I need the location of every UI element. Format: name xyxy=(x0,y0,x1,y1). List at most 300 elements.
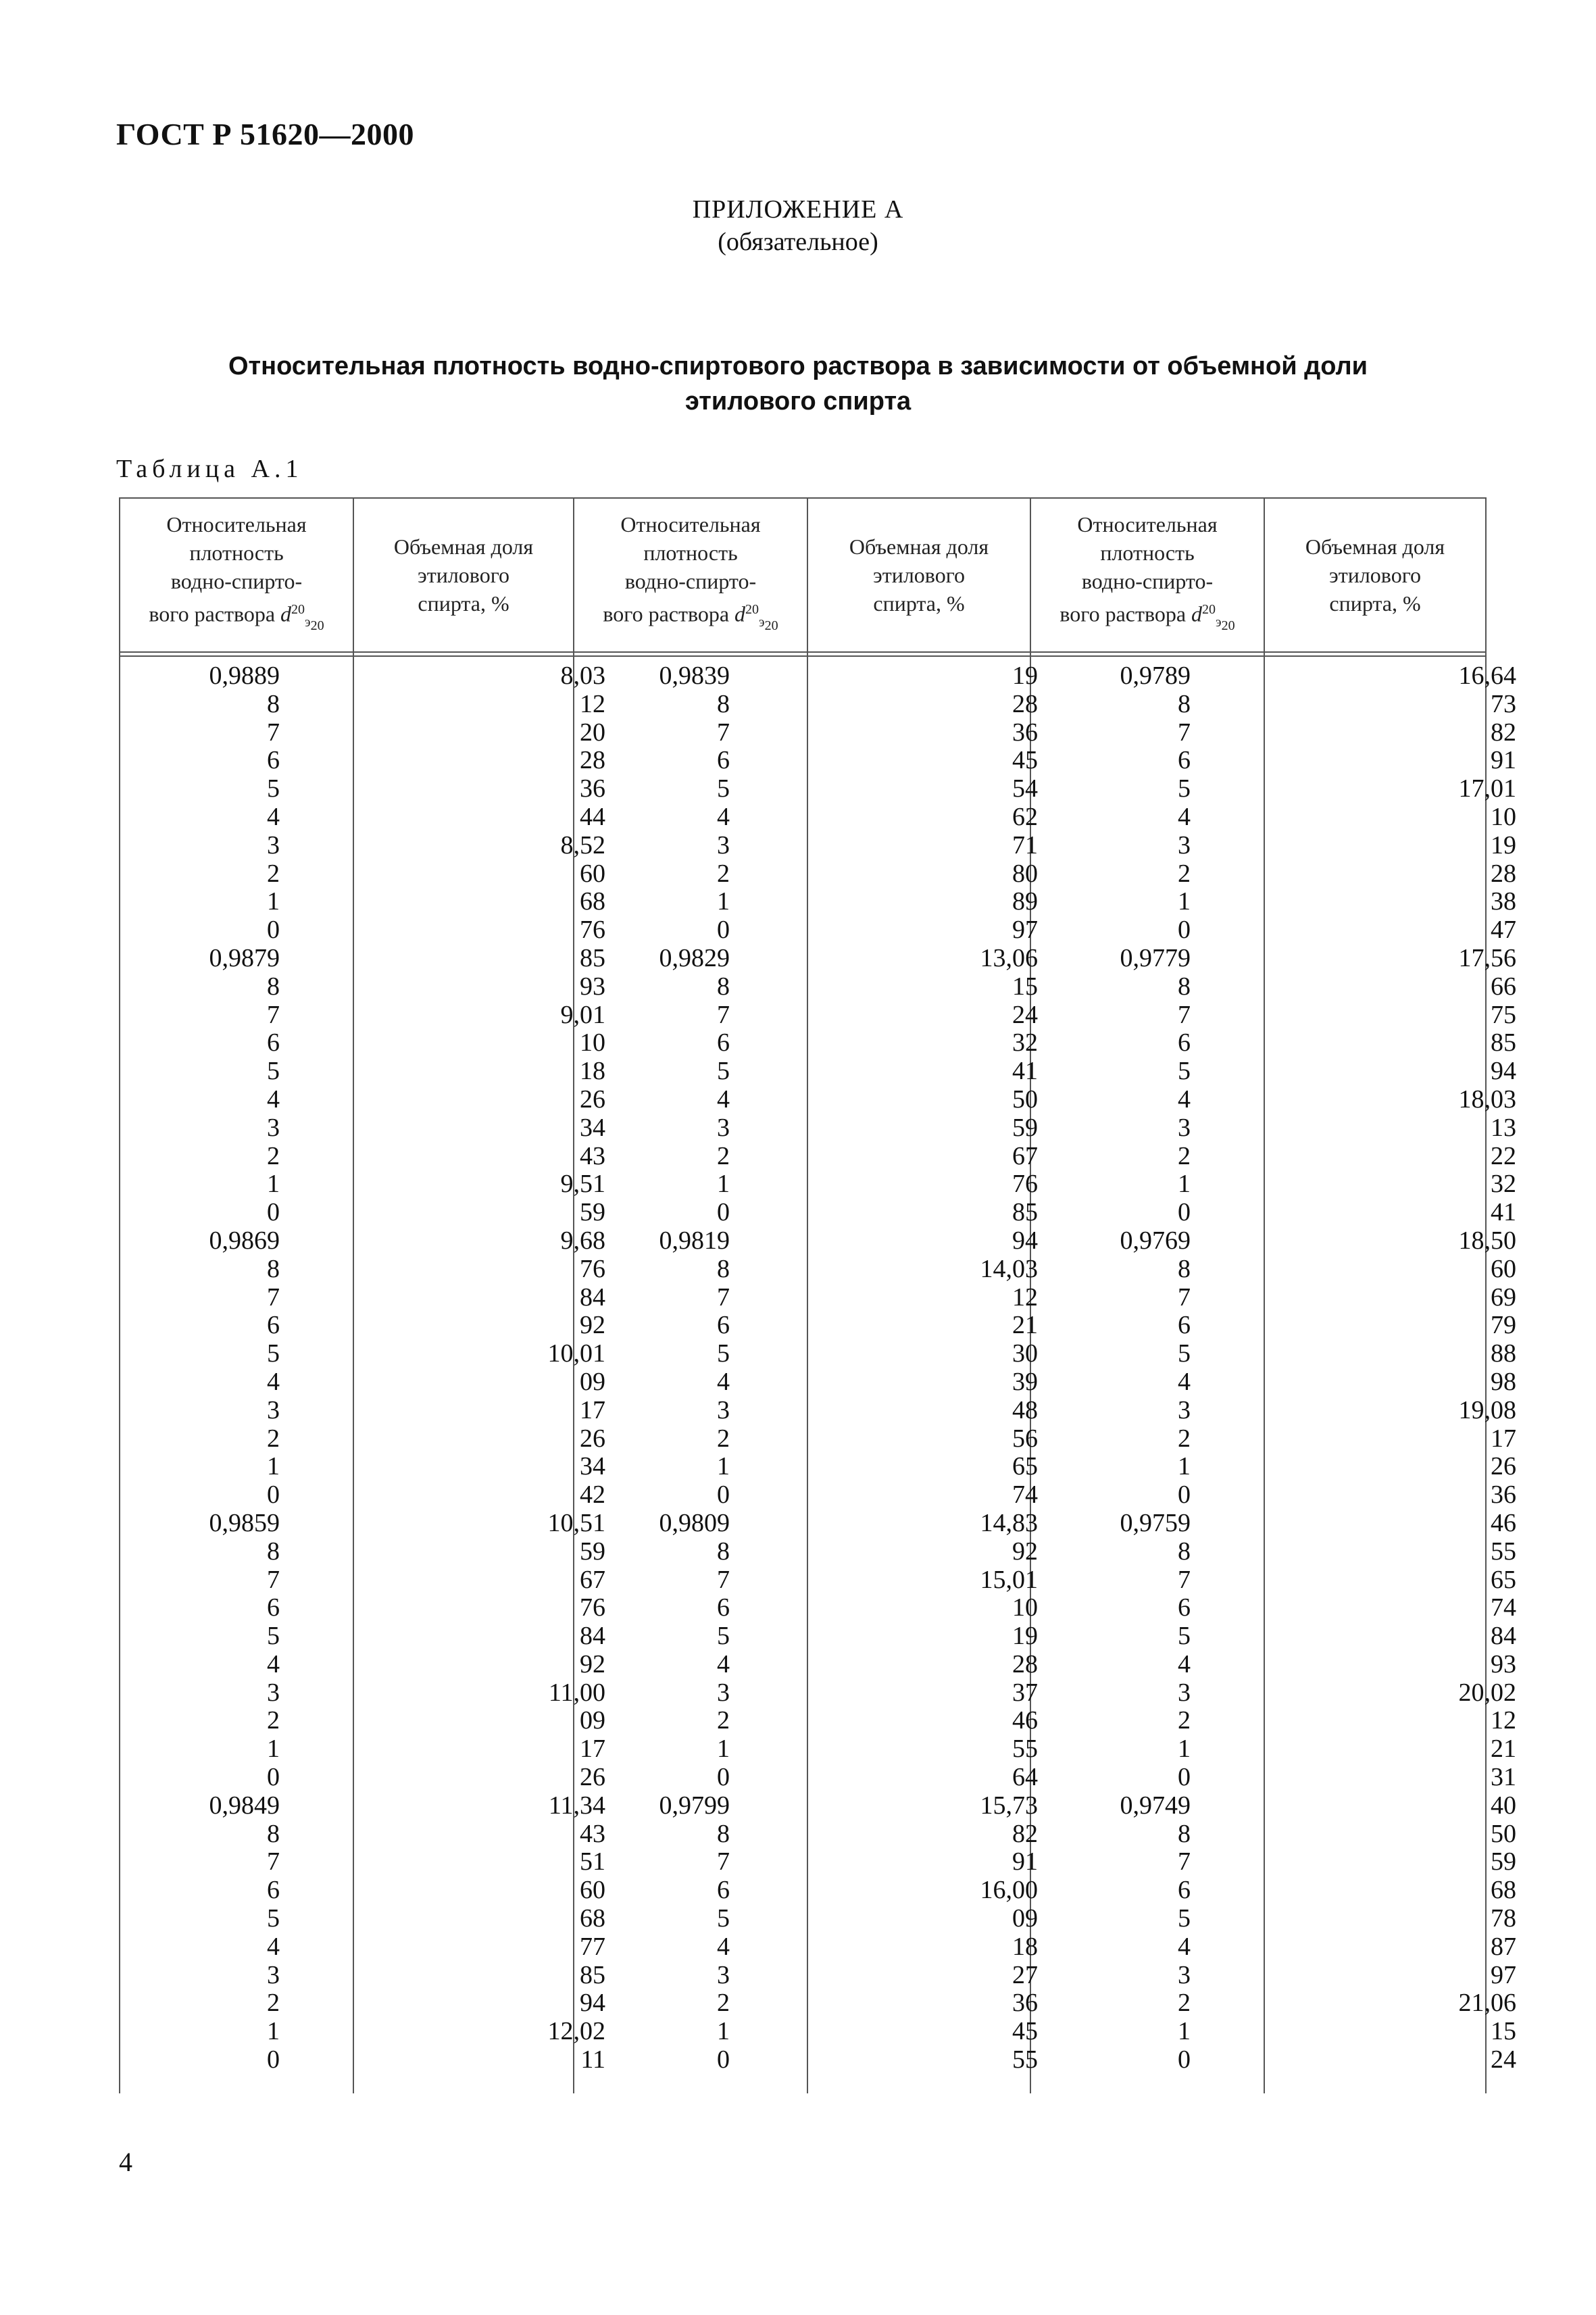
table-cell: 0 xyxy=(1178,1480,1191,1510)
table-cell: 1 xyxy=(267,1452,280,1481)
table-cell: 0,9889 xyxy=(209,662,280,690)
table-cell: 9,68 xyxy=(560,1226,605,1255)
table-cell: 50 xyxy=(1491,1819,1516,1848)
table-cell: 8 xyxy=(1178,1254,1191,1283)
table-cell: 5 xyxy=(1178,1622,1191,1651)
table-cell: 0,9829 xyxy=(659,943,730,972)
table-cell: 8 xyxy=(717,689,730,718)
table-cell: 7 xyxy=(267,1000,280,1029)
table-cell: 0 xyxy=(1178,1763,1191,1792)
table-cell: 69 xyxy=(1491,1283,1516,1312)
table-cell: 60 xyxy=(580,1876,605,1905)
density-sub: э xyxy=(305,615,311,630)
table-cell: 9,51 xyxy=(560,1170,605,1199)
table-cell: 5 xyxy=(717,1622,730,1651)
volume-column-1 xyxy=(354,662,605,2074)
header-volume-line: спирта, % xyxy=(1329,591,1421,616)
table-cell: 6 xyxy=(717,1593,730,1622)
table-cell: 55 xyxy=(1012,1735,1038,1764)
table-cell: 47 xyxy=(1491,916,1516,945)
table-cell: 94 xyxy=(1012,1226,1038,1255)
table-cell: 7 xyxy=(1178,1000,1191,1029)
table-cell: 45 xyxy=(1012,2017,1038,2046)
table-cell: 3 xyxy=(267,1960,280,1989)
table-cell: 3 xyxy=(1178,830,1191,860)
table-cell: 5 xyxy=(717,774,730,803)
table-cell: 62 xyxy=(1012,802,1038,831)
table-cell: 67 xyxy=(580,1565,605,1594)
table-cell: 84 xyxy=(580,1283,605,1312)
table-cell: 1 xyxy=(267,2017,280,2046)
table-cell: 10,01 xyxy=(547,1339,605,1368)
table-cell: 11 xyxy=(580,2045,605,2074)
table-cell: 41 xyxy=(1012,1057,1038,1086)
table-cell: 2 xyxy=(267,1424,280,1453)
document-heading xyxy=(169,349,1427,419)
table-cell: 56 xyxy=(1012,1424,1038,1453)
table-cell: 8 xyxy=(1178,689,1191,718)
table-cell: 3 xyxy=(717,1395,730,1424)
table-cell: 0 xyxy=(267,2045,280,2074)
table-cell: 10 xyxy=(1012,1593,1038,1622)
density-symbol: d xyxy=(280,601,292,626)
table-cell: 4 xyxy=(1178,802,1191,831)
table-cell: 6 xyxy=(1178,1876,1191,1905)
table-cell: 15 xyxy=(1012,972,1038,1001)
table-cell: 66 xyxy=(1491,972,1516,1001)
table-cell: 0 xyxy=(267,1763,280,1792)
table-cell: 0,9759 xyxy=(1120,1508,1191,1537)
table-cell: 17,56 xyxy=(1458,943,1516,972)
table-cell: 80 xyxy=(1012,859,1038,888)
table-cell: 3 xyxy=(267,1113,280,1142)
table-cell: 76 xyxy=(580,1254,605,1283)
table-cell: 8 xyxy=(267,689,280,718)
table-cell: 60 xyxy=(580,859,605,888)
table-cell: 67 xyxy=(1012,1141,1038,1170)
table-cell: 3 xyxy=(717,830,730,860)
table-cell: 6 xyxy=(1178,1311,1191,1340)
table-cell: 5 xyxy=(267,1339,280,1368)
heading-line-2: этилового спирта xyxy=(684,387,912,416)
table-cell: 4 xyxy=(1178,1367,1191,1396)
header-volume-line: этилового xyxy=(872,563,966,587)
table-cell: 36 xyxy=(1012,718,1038,747)
table-cell: 14,03 xyxy=(980,1254,1038,1283)
table-cell: 1 xyxy=(267,887,280,916)
table-cell: 54 xyxy=(1012,774,1038,803)
table-cell: 5 xyxy=(267,1057,280,1086)
table-cell: 1 xyxy=(1178,1452,1191,1481)
table-cell: 5 xyxy=(1178,1339,1191,1368)
table-cell: 18,50 xyxy=(1458,1226,1516,1255)
table-cell: 3 xyxy=(717,1678,730,1707)
table-cell: 85 xyxy=(580,943,605,972)
table-cell: 0 xyxy=(717,2045,730,2074)
table-cell: 82 xyxy=(1012,1819,1038,1848)
table-cell: 20 xyxy=(580,718,605,747)
table-cell: 94 xyxy=(580,1989,605,2018)
table-cell: 0 xyxy=(1178,916,1191,945)
header-density-line: Относительная xyxy=(620,512,761,537)
table-cell: 17 xyxy=(580,1735,605,1764)
table-cell: 28 xyxy=(1012,689,1038,718)
standard-code: ГОСТ Р 51620—2000 xyxy=(116,117,414,151)
table-cell: 85 xyxy=(1491,1028,1516,1057)
table-cell: 8,52 xyxy=(560,830,605,860)
table-cell: 5 xyxy=(717,1057,730,1086)
density-sub: э xyxy=(1216,615,1222,630)
table-cell: 0,9799 xyxy=(659,1791,730,1820)
table-cell: 43 xyxy=(580,1141,605,1170)
density-sup: 20 xyxy=(291,601,305,617)
table-cell: 93 xyxy=(1491,1649,1516,1678)
table-cell: 55 xyxy=(1012,2045,1038,2074)
table-cell: 1 xyxy=(717,1170,730,1199)
table-cell: 59 xyxy=(580,1198,605,1227)
table-cell: 92 xyxy=(580,1649,605,1678)
table-cell: 8 xyxy=(717,1254,730,1283)
table-cell: 7 xyxy=(267,718,280,747)
table-cell: 34 xyxy=(580,1113,605,1142)
table-cell: 65 xyxy=(1012,1452,1038,1481)
table-cell: 1 xyxy=(267,1735,280,1764)
table-cell: 7 xyxy=(1178,1283,1191,1312)
data-table xyxy=(119,497,1516,2093)
table-caption: Таблица А.1 xyxy=(116,455,303,483)
table-cell: 27 xyxy=(1012,1960,1038,1989)
table-cell: 41 xyxy=(1491,1198,1516,1227)
header-volume-line: этилового xyxy=(417,563,510,587)
density-sub: э xyxy=(759,615,765,630)
table-cell: 0 xyxy=(267,1198,280,1227)
table-cell: 59 xyxy=(580,1537,605,1566)
table-cell: 14,83 xyxy=(980,1508,1038,1537)
table-cell: 28 xyxy=(580,746,605,775)
table-cell: 4 xyxy=(267,1085,280,1114)
table-cell: 7 xyxy=(1178,1565,1191,1594)
table-cell: 3 xyxy=(267,1395,280,1424)
table-cell: 76 xyxy=(1012,1170,1038,1199)
table-cell: 3 xyxy=(1178,1113,1191,1142)
density-symbol: d xyxy=(1191,601,1203,626)
table-cell: 4 xyxy=(717,1367,730,1396)
table-cell: 16,00 xyxy=(980,1876,1038,1905)
table-cell: 11,00 xyxy=(548,1678,605,1707)
table-cell: 1 xyxy=(1178,887,1191,916)
table-cell: 21 xyxy=(1491,1735,1516,1764)
table-cell: 59 xyxy=(1491,1847,1516,1876)
density-column-3 xyxy=(1031,662,1191,2074)
table-cell: 6 xyxy=(717,746,730,775)
table-cell: 2 xyxy=(1178,1989,1191,2018)
table-cell: 19,08 xyxy=(1458,1395,1516,1424)
table-cell: 6 xyxy=(267,746,280,775)
table-cell: 76 xyxy=(580,916,605,945)
table-cell: 0 xyxy=(717,1480,730,1510)
table-cell: 4 xyxy=(717,1085,730,1114)
table-cell: 5 xyxy=(1178,1904,1191,1933)
table-cell: 48 xyxy=(1012,1395,1038,1424)
table-cell: 22 xyxy=(1491,1141,1516,1170)
table-cell: 5 xyxy=(1178,1057,1191,1086)
table-cell: 8 xyxy=(1178,972,1191,1001)
table-cell: 0,9859 xyxy=(209,1508,280,1537)
table-cell: 3 xyxy=(267,1678,280,1707)
table-cell: 3 xyxy=(717,1960,730,1989)
table-cell: 3 xyxy=(1178,1678,1191,1707)
table-cell: 12 xyxy=(1491,1706,1516,1735)
table-cell: 11,34 xyxy=(548,1791,605,1820)
table-cell: 0 xyxy=(267,916,280,945)
table-cell: 2 xyxy=(717,1141,730,1170)
table-cell: 1 xyxy=(717,2017,730,2046)
table-cell: 0 xyxy=(717,916,730,945)
table-cell: 1 xyxy=(717,887,730,916)
table-cell: 4 xyxy=(1178,1649,1191,1678)
table-cell: 1 xyxy=(267,1170,280,1199)
table-cell: 7 xyxy=(717,1565,730,1594)
table-cell: 6 xyxy=(1178,1593,1191,1622)
table-cell: 2 xyxy=(267,1141,280,1170)
table-cell: 16,64 xyxy=(1458,662,1516,690)
table-cell: 1 xyxy=(1178,1170,1191,1199)
table-cell: 6 xyxy=(1178,746,1191,775)
table-cell: 18,03 xyxy=(1458,1085,1516,1114)
table-cell: 0,9809 xyxy=(659,1508,730,1537)
table-cell: 36 xyxy=(1491,1480,1516,1510)
table-cell: 55 xyxy=(1491,1537,1516,1566)
table-cell: 1 xyxy=(1178,1735,1191,1764)
table-cell: 7 xyxy=(1178,1847,1191,1876)
table-cell: 8 xyxy=(717,972,730,1001)
table-cell: 68 xyxy=(1491,1876,1516,1905)
volume-column-3 xyxy=(1265,662,1516,2074)
table-cell: 17 xyxy=(1491,1424,1516,1453)
header-volume-line: спирта, % xyxy=(873,591,965,616)
table-cell: 19 xyxy=(1491,830,1516,860)
table-cell: 79 xyxy=(1491,1311,1516,1340)
table-cell: 20,02 xyxy=(1458,1678,1516,1707)
table-cell: 9,01 xyxy=(560,1000,605,1029)
table-cell: 10,51 xyxy=(547,1508,605,1537)
table-cell: 19 xyxy=(1012,662,1038,690)
table-cell: 10 xyxy=(580,1028,605,1057)
header-volume xyxy=(354,497,573,653)
table-cell: 4 xyxy=(717,802,730,831)
table-cell: 0,9849 xyxy=(209,1791,280,1820)
header-density-line: Относительная xyxy=(166,512,307,537)
table-cell: 7 xyxy=(717,1283,730,1312)
table-cell: 6 xyxy=(267,1311,280,1340)
table-cell: 19 xyxy=(1012,1622,1038,1651)
header-volume-line: этилового xyxy=(1328,563,1422,587)
table-cell: 0 xyxy=(717,1763,730,1792)
table-cell: 2 xyxy=(717,1989,730,2018)
table-cell: 7 xyxy=(267,1283,280,1312)
table-cell: 1 xyxy=(1178,2017,1191,2046)
table-cell: 30 xyxy=(1012,1339,1038,1368)
header-density-line: Относительная xyxy=(1077,512,1218,537)
header-density xyxy=(1031,497,1264,653)
table-cell: 45 xyxy=(1012,746,1038,775)
table-cell: 7 xyxy=(717,1847,730,1876)
table-cell: 17,01 xyxy=(1458,774,1516,803)
table-cell: 21,06 xyxy=(1458,1989,1516,2018)
header-volume-line: Объемная доля xyxy=(1305,534,1445,559)
table-cell: 7 xyxy=(267,1565,280,1594)
table-cell: 73 xyxy=(1491,689,1516,718)
header-density-line: вого раствора xyxy=(603,601,730,626)
table-cell: 2 xyxy=(717,1424,730,1453)
table-cell: 89 xyxy=(1012,887,1038,916)
table-cell: 3 xyxy=(1178,1960,1191,1989)
header-density-line: водно-спирто- xyxy=(170,568,303,593)
table-cell: 39 xyxy=(1012,1367,1038,1396)
table-cell: 84 xyxy=(1491,1622,1516,1651)
table-cell: 0,9749 xyxy=(1120,1791,1191,1820)
header-density-line: плотность xyxy=(189,540,284,565)
table-cell: 2 xyxy=(1178,1424,1191,1453)
table-cell: 4 xyxy=(267,1649,280,1678)
table-cell: 0,9819 xyxy=(659,1226,730,1255)
table-cell: 82 xyxy=(1491,718,1516,747)
table-cell: 98 xyxy=(1491,1367,1516,1396)
table-cell: 8 xyxy=(717,1537,730,1566)
table-cell: 44 xyxy=(580,802,605,831)
table-cell: 6 xyxy=(717,1311,730,1340)
table-cell: 75 xyxy=(1491,1000,1516,1029)
table-cell: 13,06 xyxy=(980,943,1038,972)
density-symbol: d xyxy=(734,601,746,626)
table-cell: 4 xyxy=(267,802,280,831)
header-density-line: плотность xyxy=(643,540,738,565)
table-cell: 36 xyxy=(1012,1989,1038,2018)
table-cell: 15,73 xyxy=(980,1791,1038,1820)
header-separator-double xyxy=(119,655,1487,657)
table-cell: 77 xyxy=(580,1932,605,1961)
table-cell: 4 xyxy=(1178,1932,1191,1961)
table-cell: 76 xyxy=(580,1593,605,1622)
table-cell: 0 xyxy=(1178,2045,1191,2074)
table-cell: 6 xyxy=(267,1028,280,1057)
table-cell: 2 xyxy=(267,1989,280,2018)
table-cell: 2 xyxy=(1178,1141,1191,1170)
table-cell: 6 xyxy=(267,1593,280,1622)
table-cell: 97 xyxy=(1491,1960,1516,1989)
table-cell: 59 xyxy=(1012,1113,1038,1142)
header-density-line: вого раствора xyxy=(149,601,276,626)
header-volume-line: Объемная доля xyxy=(393,534,534,559)
table-cell: 5 xyxy=(1178,774,1191,803)
table-cell: 51 xyxy=(580,1847,605,1876)
density-subsub: 20 xyxy=(1221,618,1235,634)
table-cell: 46 xyxy=(1491,1508,1516,1537)
header-volume-line: спирта, % xyxy=(418,591,509,616)
table-cell: 12 xyxy=(1012,1283,1038,1312)
header-density-line: вого раствора xyxy=(1059,601,1187,626)
table-cell: 5 xyxy=(267,1622,280,1651)
table-cell: 1 xyxy=(717,1735,730,1764)
table-cell: 0 xyxy=(267,1480,280,1510)
table-cell: 8,03 xyxy=(560,662,605,690)
table-cell: 2 xyxy=(267,1706,280,1735)
table-cell: 0,9869 xyxy=(209,1226,280,1255)
table-cell: 26 xyxy=(580,1763,605,1792)
table-cell: 3 xyxy=(267,830,280,860)
table-cell: 91 xyxy=(1491,746,1516,775)
table-cell: 84 xyxy=(580,1622,605,1651)
table-cell: 26 xyxy=(580,1085,605,1114)
appendix-subtitle: (обязательное) xyxy=(718,228,878,256)
table-cell: 6 xyxy=(267,1876,280,1905)
table-cell: 12,02 xyxy=(547,2017,605,2046)
table-cell: 65 xyxy=(1491,1565,1516,1594)
table-cell: 3 xyxy=(717,1113,730,1142)
table-cell: 97 xyxy=(1012,916,1038,945)
table-cell: 09 xyxy=(1012,1904,1038,1933)
table-cell: 78 xyxy=(1491,1904,1516,1933)
table-cell: 91 xyxy=(1012,1847,1038,1876)
density-sup: 20 xyxy=(1202,601,1216,617)
table-cell: 8 xyxy=(717,1819,730,1848)
table-cell: 60 xyxy=(1491,1254,1516,1283)
table-cell: 1 xyxy=(717,1452,730,1481)
density-subsub: 20 xyxy=(310,618,324,634)
header-density-line: водно-спирто- xyxy=(624,568,757,593)
table-cell: 26 xyxy=(1491,1452,1516,1481)
table-cell: 7 xyxy=(1178,718,1191,747)
header-volume xyxy=(1265,497,1485,653)
table-cell: 7 xyxy=(267,1847,280,1876)
table-cell: 17 xyxy=(580,1395,605,1424)
table-cell: 88 xyxy=(1491,1339,1516,1368)
table-cell: 18 xyxy=(1012,1932,1038,1961)
table-cell: 24 xyxy=(1012,1000,1038,1029)
table-cell: 4 xyxy=(1178,1085,1191,1114)
table-cell: 92 xyxy=(580,1311,605,1340)
header-density-line: плотность xyxy=(1100,540,1195,565)
table-cell: 40 xyxy=(1491,1791,1516,1820)
table-cell: 85 xyxy=(1012,1198,1038,1227)
table-cell: 7 xyxy=(717,1000,730,1029)
table-cell: 0 xyxy=(717,1198,730,1227)
table-cell: 2 xyxy=(1178,859,1191,888)
header-volume-line: Объемная доля xyxy=(849,534,989,559)
table-cell: 8 xyxy=(267,1819,280,1848)
table-cell: 28 xyxy=(1491,859,1516,888)
table-cell: 2 xyxy=(717,1706,730,1735)
table-cell: 13 xyxy=(1491,1113,1516,1142)
appendix-title: ПРИЛОЖЕНИЕ А xyxy=(692,195,904,224)
table-cell: 8 xyxy=(267,1537,280,1566)
table-cell: 36 xyxy=(580,774,605,803)
table-cell: 74 xyxy=(1491,1593,1516,1622)
table-cell: 38 xyxy=(1491,887,1516,916)
table-cell: 8 xyxy=(1178,1819,1191,1848)
table-cell: 8 xyxy=(267,1254,280,1283)
table-cell: 6 xyxy=(1178,1028,1191,1057)
page-number: 4 xyxy=(119,2147,132,2177)
header-volume xyxy=(808,497,1030,653)
table-cell: 74 xyxy=(1012,1480,1038,1510)
table-cell: 21 xyxy=(1012,1311,1038,1340)
table-cell: 37 xyxy=(1012,1678,1038,1707)
volume-column-2 xyxy=(808,662,1038,2074)
table-cell: 2 xyxy=(717,859,730,888)
table-cell: 0,9839 xyxy=(659,662,730,690)
header-density-line: водно-спирто- xyxy=(1081,568,1214,593)
